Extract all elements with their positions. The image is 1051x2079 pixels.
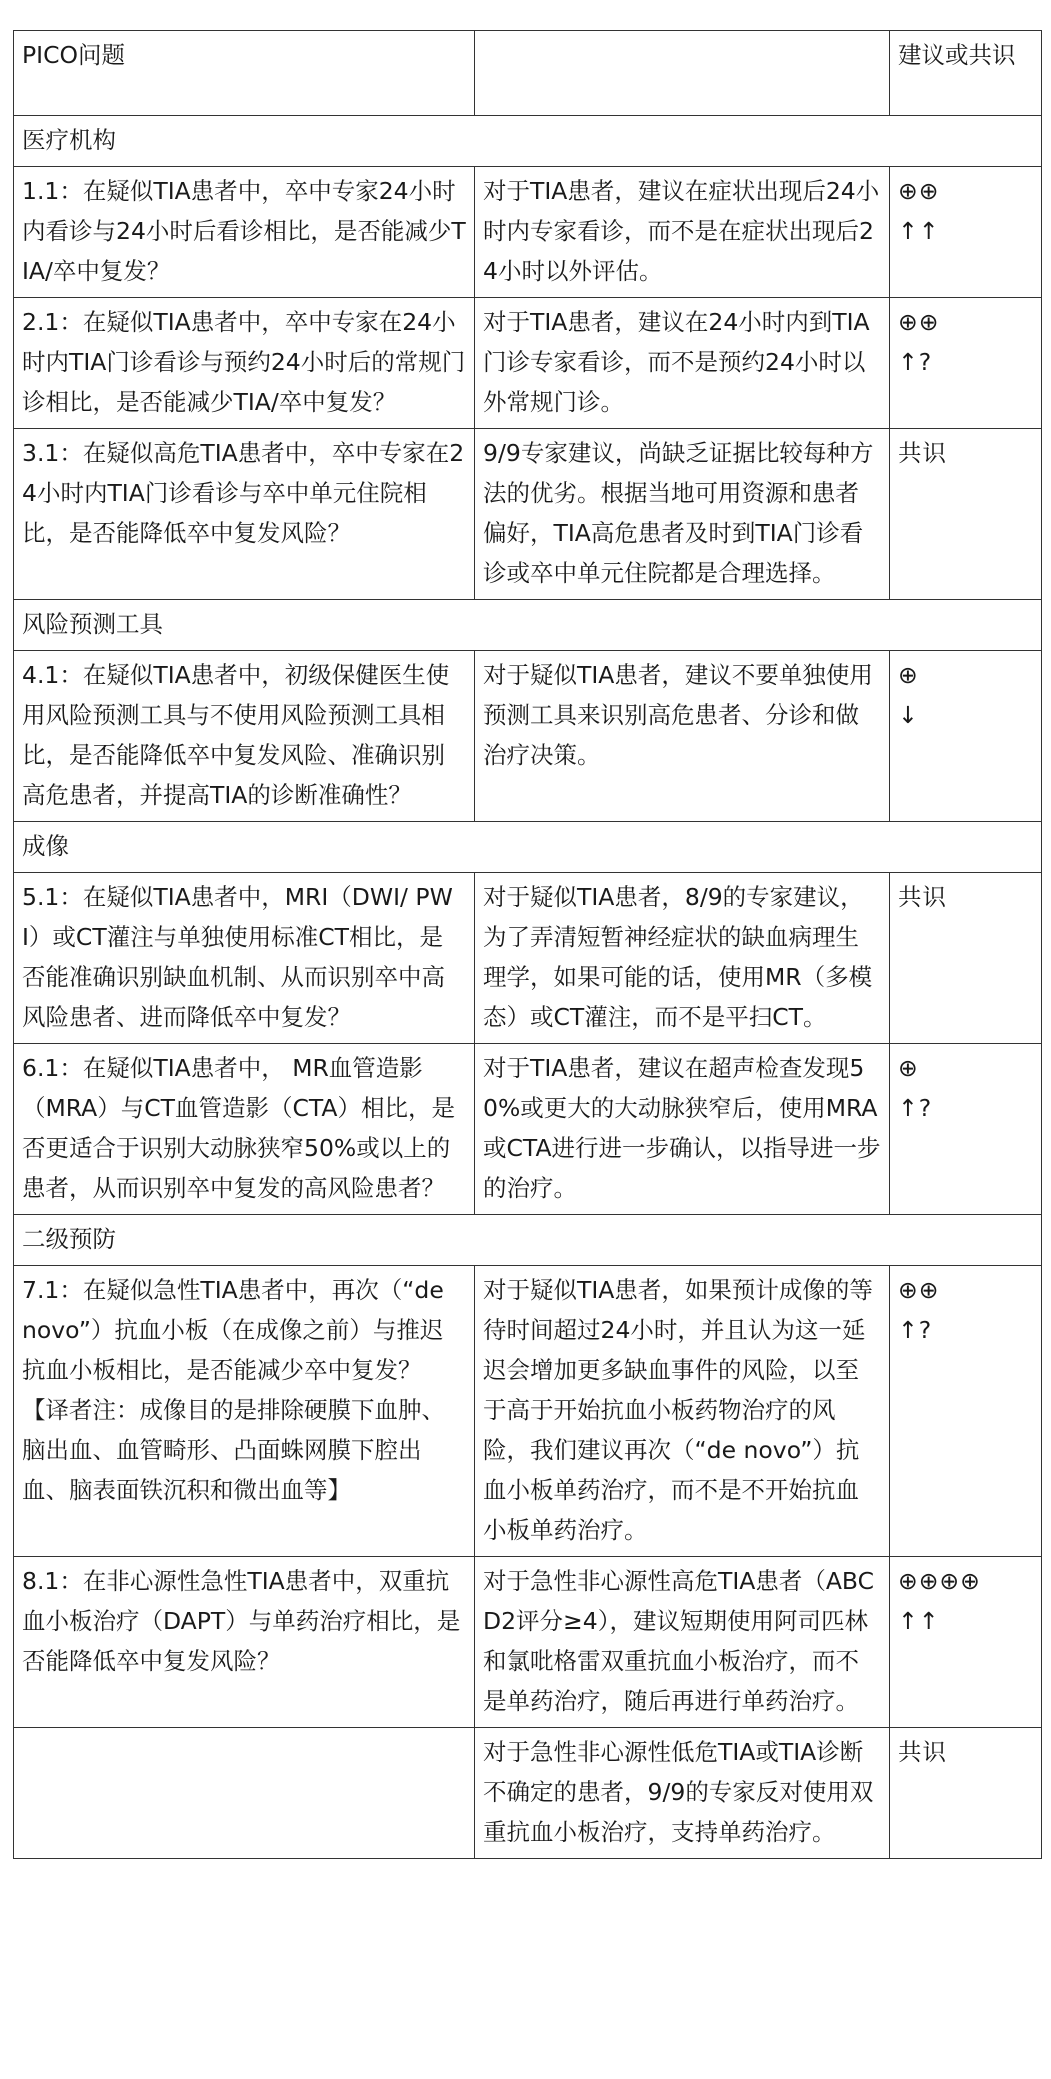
evidence-quality: ⊕⊕ bbox=[898, 177, 940, 205]
evidence-cell bbox=[890, 1044, 1042, 1215]
pico-question: 3.1：在疑似高危TIA患者中，卒中专家在24小时内TIA门诊看诊与卒中单元住院相比，是否能降低卒中复发风险？ bbox=[14, 429, 475, 600]
section-row bbox=[14, 822, 1042, 873]
recommendation-strength: ↓ bbox=[898, 701, 919, 729]
table-row bbox=[14, 1557, 1042, 1728]
recommendation-strength: ↑? bbox=[898, 1094, 933, 1122]
evidence-quality: ⊕ bbox=[898, 661, 919, 689]
evidence-quality: ⊕⊕⊕⊕ bbox=[898, 1567, 981, 1595]
evidence-quality: ⊕⊕ bbox=[898, 308, 940, 336]
evidence-quality: ⊕⊕ bbox=[898, 1276, 940, 1304]
evidence-quality: 共识 bbox=[898, 439, 947, 467]
recommendation-strength: ↑? bbox=[898, 1316, 933, 1344]
header-pico: PICO问题 bbox=[14, 31, 475, 116]
pico-question bbox=[14, 1728, 475, 1859]
translator-note: 【译者注：成像目的是排除硬膜下血肿、脑出血、血管畸形、凸面蛛网膜下腔出血、脑表面铁沉积和微出血等】 bbox=[22, 1396, 445, 1504]
evidence-quality: ⊕ bbox=[898, 1054, 919, 1082]
recommendation-text: 对于TIA患者，建议在24小时内到TIA门诊专家看诊，而不是预约24小时以外常规门诊。 bbox=[475, 298, 890, 429]
evidence-cell bbox=[890, 1557, 1042, 1728]
table-row bbox=[14, 873, 1042, 1044]
recommendation-strength: ↑↑ bbox=[898, 217, 940, 245]
recommendations-table bbox=[13, 30, 1042, 1859]
pico-question: 7.1：在疑似急性TIA患者中，再次（“de novo”）抗血小板（在成像之前）与推迟抗血小板相比，是否能减少卒中复发？ bbox=[22, 1276, 444, 1384]
evidence-cell bbox=[890, 429, 1042, 600]
evidence-quality: 共识 bbox=[898, 883, 947, 911]
recommendation-text: 对于TIA患者，建议在症状出现后24小时内专家看诊，而不是在症状出现后24小时以外评估。 bbox=[475, 167, 890, 298]
table-row bbox=[14, 167, 1042, 298]
table-row bbox=[14, 1266, 1042, 1557]
pico-question: 5.1：在疑似TIA患者中，MRI（DWI/ PWI）或CT灌注与单独使用标准CT相比，是否能准确识别缺血机制、从而识别卒中高风险患者、进而降低卒中复发？ bbox=[14, 873, 475, 1044]
recommendation-text: 对于疑似TIA患者，如果预计成像的等待时间超过24小时，并且认为这一延迟会增加更多缺血事件的风险，以至于高于开始抗血小板药物治疗的风险，我们建议再次（“de novo”）抗血小板单药治疗，而不是不开始抗血小板单药治疗。 bbox=[475, 1266, 890, 1557]
recommendation-text: 对于急性非心源性低危TIA或TIA诊断不确定的患者，9/9的专家反对使用双重抗血小板治疗，支持单药治疗。 bbox=[475, 1728, 890, 1859]
header-row bbox=[14, 31, 1042, 116]
evidence-cell bbox=[890, 167, 1042, 298]
pico-question: 1.1：在疑似TIA患者中，卒中专家24小时内看诊与24小时后看诊相比，是否能减少TIA/卒中复发？ bbox=[14, 167, 475, 298]
recommendation-text: 9/9专家建议，尚缺乏证据比较每种方法的优劣。根据当地可用资源和患者偏好，TIA高危患者及时到TIA门诊看诊或卒中单元住院都是合理选择。 bbox=[475, 429, 890, 600]
pico-question: 4.1：在疑似TIA患者中，初级保健医生使用风险预测工具与不使用风险预测工具相比，是否能降低卒中复发风险、准确识别高危患者，并提高TIA的诊断准确性？ bbox=[14, 651, 475, 822]
pico-question: 2.1：在疑似TIA患者中，卒中专家在24小时内TIA门诊看诊与预约24小时后的常规门诊相比，是否能减少TIA/卒中复发？ bbox=[14, 298, 475, 429]
pico-question: 6.1：在疑似TIA患者中， MR血管造影（MRA）与CT血管造影（CTA）相比，是否更适合于识别大动脉狭窄50%或以上的患者，从而识别卒中复发的高风险患者？ bbox=[14, 1044, 475, 1215]
header-recommendation bbox=[475, 31, 890, 116]
section-title: 医疗机构 bbox=[14, 116, 1042, 167]
section-row bbox=[14, 1215, 1042, 1266]
evidence-cell bbox=[890, 651, 1042, 822]
table-row bbox=[14, 1728, 1042, 1859]
recommendation-strength: ↑↑ bbox=[898, 1607, 940, 1635]
recommendation-text: 对于TIA患者，建议在超声检查发现50%或更大的大动脉狭窄后，使用MRA或CTA进行进一步确认，以指导进一步的治疗。 bbox=[475, 1044, 890, 1215]
table-row bbox=[14, 651, 1042, 822]
table-row bbox=[14, 298, 1042, 429]
evidence-cell bbox=[890, 298, 1042, 429]
section-title: 成像 bbox=[14, 822, 1042, 873]
table-row bbox=[14, 1044, 1042, 1215]
table-row bbox=[14, 429, 1042, 600]
evidence-cell bbox=[890, 873, 1042, 1044]
recommendation-strength: ↑? bbox=[898, 348, 933, 376]
evidence-cell bbox=[890, 1728, 1042, 1859]
evidence-quality: 共识 bbox=[898, 1738, 947, 1766]
section-title: 二级预防 bbox=[14, 1215, 1042, 1266]
recommendation-text: 对于疑似TIA患者，建议不要单独使用预测工具来识别高危患者、分诊和做治疗决策。 bbox=[475, 651, 890, 822]
header-type: 建议或共识 bbox=[890, 31, 1042, 116]
recommendation-text: 对于疑似TIA患者，8/9的专家建议，为了弄清短暂神经症状的缺血病理生理学，如果可能的话，使用MR（多模态）或CT灌注，而不是平扫CT。 bbox=[475, 873, 890, 1044]
recommendation-text: 对于急性非心源性高危TIA患者（ABCD2评分≥4），建议短期使用阿司匹林和氯吡格雷双重抗血小板治疗，而不是单药治疗，随后再进行单药治疗。 bbox=[475, 1557, 890, 1728]
pico-question: 8.1：在非心源性急性TIA患者中，双重抗血小板治疗（DAPT）与单药治疗相比，是否能降低卒中复发风险？ bbox=[14, 1557, 475, 1728]
section-title: 风险预测工具 bbox=[14, 600, 1042, 651]
evidence-cell bbox=[890, 1266, 1042, 1557]
section-row bbox=[14, 600, 1042, 651]
pico-question-cell bbox=[14, 1266, 475, 1557]
section-row bbox=[14, 116, 1042, 167]
